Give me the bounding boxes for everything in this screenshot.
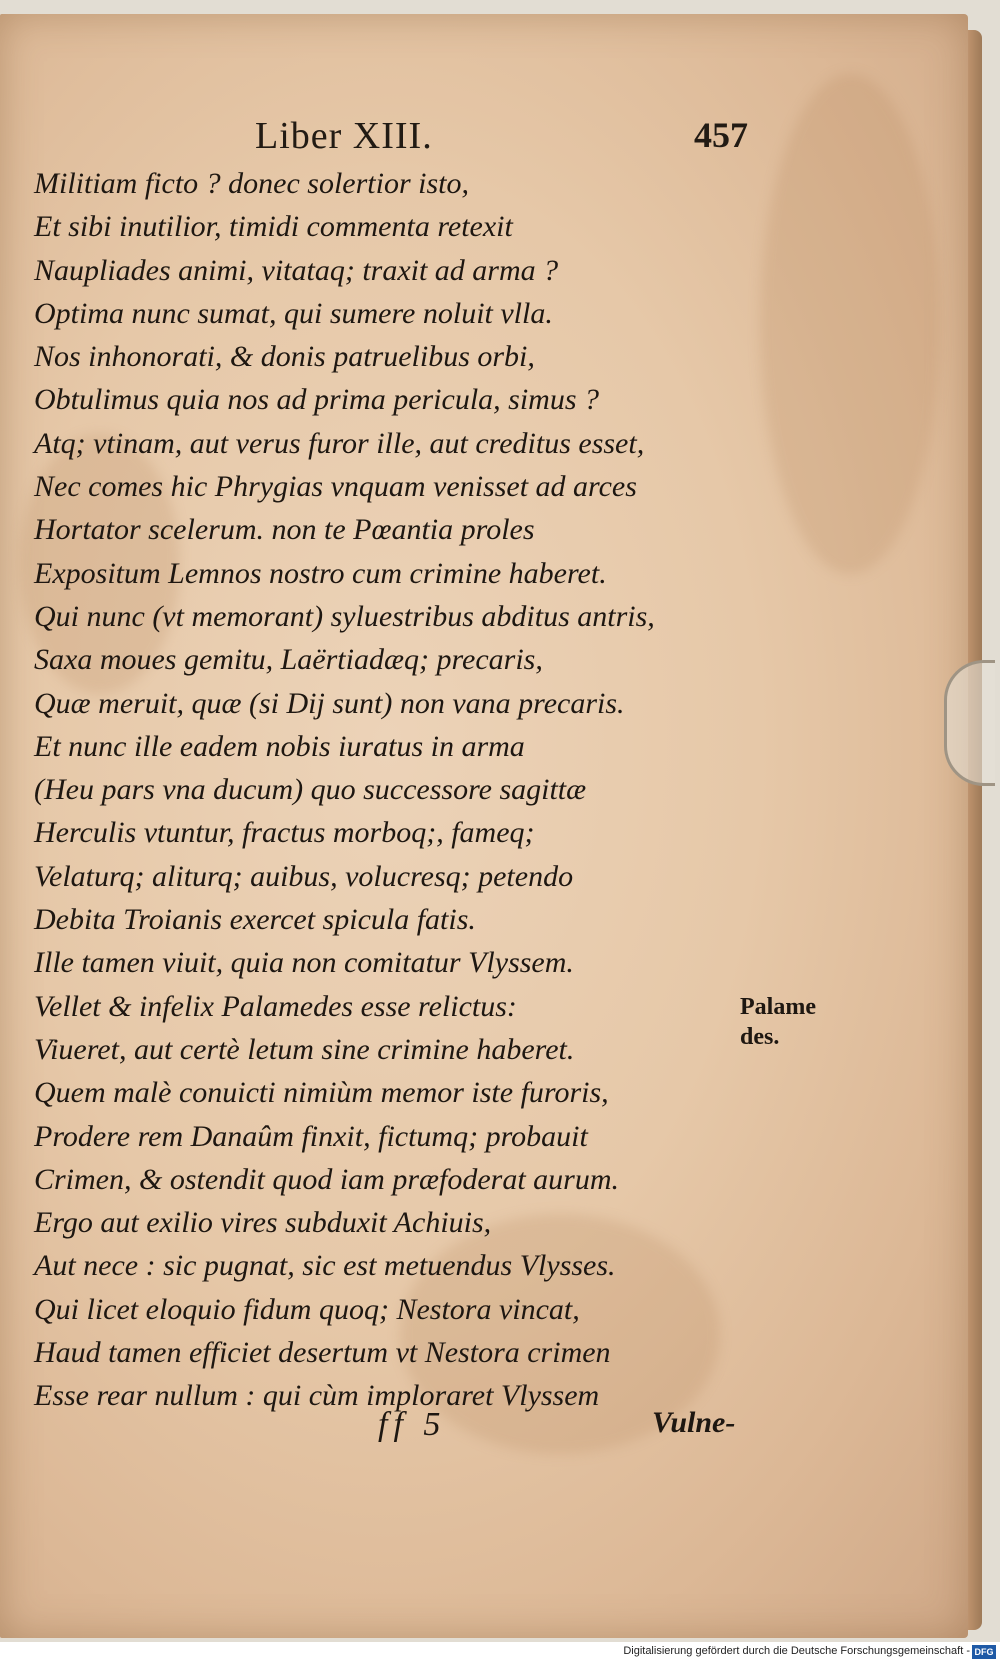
- verse-line: Nec comes hic Phrygias vnquam venisset ad arces: [34, 470, 637, 504]
- verse-line: Naupliades animi, vitataq; traxit ad arma ?: [34, 253, 559, 287]
- verse-line: Et nunc ille eadem nobis iuratus in arma: [34, 729, 525, 763]
- verse-line: Saxa moues gemitu, Laërtiadæq; precaris,: [34, 643, 543, 677]
- margin-note-line: des.: [740, 1024, 780, 1050]
- verse-line: Expositum Lemnos nostro cum crimine haberet.: [34, 556, 607, 590]
- verse-line: Velaturq; aliturq; auibus, volucresq; petendo: [34, 859, 574, 893]
- verse-line: Ergo aut exilio vires subduxit Achiuis,: [34, 1206, 492, 1240]
- verse-line: Prodere rem Danaûm finxit, fictumq; probauit: [34, 1119, 588, 1153]
- verse-line: Haud tamen efficiet desertum vt Nestora crimen: [34, 1336, 611, 1370]
- verse-line: Nos inhonorati, & donis patruelibus orbi,: [34, 340, 535, 374]
- verse-line: Militiam ficto ? donec solertior isto,: [34, 167, 469, 200]
- margin-note-line: Palame: [740, 994, 816, 1020]
- verse-line: Aut nece : sic pugnat, sic est metuendus Vlysses.: [34, 1249, 616, 1283]
- running-head: [0, 114, 968, 164]
- verse-line: Herculis vtuntur, fractus morboq;, fameq;: [34, 816, 535, 850]
- verse-line: Et sibi inutilior, timidi commenta retexit: [34, 210, 513, 244]
- margin-note: [740, 992, 830, 1052]
- credit-text: Digitalisierung gefördert durch die Deutsche Forschungsgemeinschaft -: [623, 1645, 970, 1657]
- catchword: Vulne-: [652, 1406, 736, 1439]
- credit-bar: [0, 1642, 1000, 1663]
- page-number: 457: [694, 115, 748, 155]
- signature-mark: ff 5: [378, 1406, 447, 1443]
- verse-line: Qui nunc (vt memorant) syluestribus abditus antris,: [34, 599, 655, 633]
- verse-line: (Heu pars vna ducum) quo successore sagittæ: [34, 773, 587, 807]
- verse-line: Quem malè conuicti nimiùm memor iste furoris,: [34, 1076, 609, 1110]
- verse-line: Crimen, & ostendit quod iam præfoderat aurum.: [34, 1162, 620, 1196]
- verse-line: Hortator scelerum. non te Pœantia proles: [34, 513, 535, 547]
- running-head-title: Liber XIII.: [255, 115, 433, 157]
- verse-text: [34, 162, 734, 1418]
- verse-line: Optima nunc sumat, qui sumere noluit vlla.: [34, 296, 553, 330]
- verse-line: Viueret, aut certè letum sine crimine haberet.: [34, 1032, 575, 1066]
- verse-line: Vellet & infelix Palamedes esse relictus:: [34, 989, 517, 1023]
- verse-line: Atq; vtinam, aut verus furor ille, aut creditus esset,: [34, 426, 645, 460]
- verse-line: Qui licet eloquio fidum quoq; Nestora vincat,: [34, 1292, 580, 1326]
- dfg-logo-icon: DFG: [972, 1645, 996, 1659]
- verse-line: Ille tamen viuit, quia non comitatur Vlyssem.: [34, 946, 574, 980]
- verse-line: Obtulimus quia nos ad prima pericula, simus ?: [34, 383, 600, 417]
- verse-line: Quæ meruit, quæ (si Dij sunt) non vana precaris.: [34, 686, 625, 720]
- verse-line: Esse rear nullum : qui cùm imploraret Vlyssem: [34, 1379, 600, 1413]
- book-page: [0, 14, 968, 1638]
- page-clip: [944, 660, 995, 786]
- verse-line: Debita Troianis exercet spicula fatis.: [34, 903, 476, 937]
